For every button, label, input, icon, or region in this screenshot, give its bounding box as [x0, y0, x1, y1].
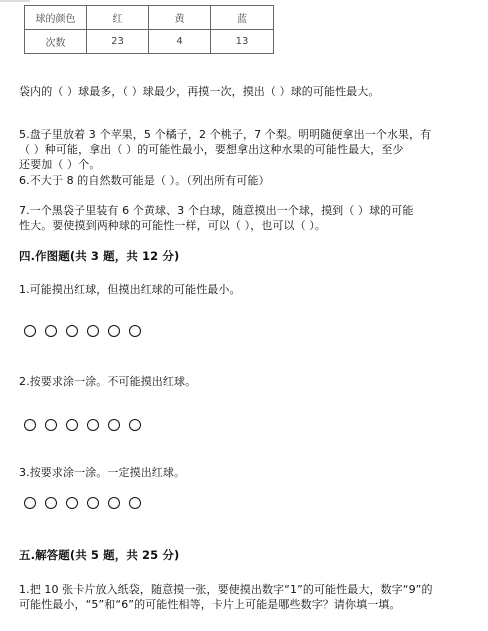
ball-row-3 — [24, 497, 141, 509]
question-6: 6.不大于 8 的自然数可能是（ ）。（列出所有可能） — [19, 174, 270, 187]
ball-circle[interactable] — [66, 325, 78, 337]
ball-circle[interactable] — [108, 325, 120, 337]
result-table — [24, 5, 274, 54]
ball-circle[interactable] — [24, 325, 36, 337]
table-row — [25, 30, 274, 54]
table-cell: 黄 — [149, 6, 211, 30]
ball-circle[interactable] — [45, 497, 57, 509]
ball-circle[interactable] — [108, 497, 120, 509]
page-corner-mark — [0, 0, 30, 2]
ball-row-2 — [24, 419, 141, 431]
section-4-heading: 四.作图题(共 3 题，共 12 分) — [19, 249, 180, 263]
ball-circle[interactable] — [45, 325, 57, 337]
question-7-line2: 性大。要使摸到两种球的可能性一样，可以（ ），也可以（ ）。 — [19, 219, 326, 232]
table-row — [25, 6, 274, 30]
table-cell: 4 — [149, 30, 211, 54]
answer-question-1-line1: 1.把 10 张卡片放入纸袋，随意摸一张，要使摸出数字“1”的可能性最大，数字“9”的 — [19, 583, 433, 596]
table-cell: 13 — [211, 30, 274, 54]
drawing-question-2: 2.按要求涂一涂。不可能摸出红球。 — [19, 375, 197, 388]
ball-circle[interactable] — [87, 325, 99, 337]
question-5-line1: 5.盘子里放着 3 个苹果，5 个橘子，2 个桃子，7 个梨。明明随便拿出一个水果，有 — [19, 128, 432, 141]
ball-circle[interactable] — [108, 419, 120, 431]
question-7-line1: 7.一个黑袋子里装有 6 个黄球、3 个白球，随意摸出一个球，摸到（ ）球的可能 — [19, 204, 414, 217]
table-cell: 次数 — [25, 30, 87, 54]
table-cell: 蓝 — [211, 6, 274, 30]
ball-circle[interactable] — [129, 497, 141, 509]
question-5-line3: 还要加（ ）个。 — [19, 158, 101, 171]
question-5-line2: （ ）种可能，拿出（ ）的可能性最小，要想拿出这种水果的可能性最大，至少 — [19, 143, 404, 156]
drawing-question-3: 3.按要求涂一涂。一定摸出红球。 — [19, 466, 186, 479]
ball-circle[interactable] — [129, 419, 141, 431]
ball-circle[interactable] — [24, 497, 36, 509]
answer-question-1-line2: 可能性最小，“5”和“6”的可能性相等，卡片上可能是哪些数字？请你填一填。 — [19, 598, 401, 611]
table-cell: 球的颜色 — [25, 6, 87, 30]
table-cell: 23 — [87, 30, 149, 54]
ball-circle[interactable] — [87, 419, 99, 431]
ball-circle[interactable] — [24, 419, 36, 431]
ball-circle[interactable] — [45, 419, 57, 431]
ball-circle[interactable] — [66, 497, 78, 509]
ball-row-1 — [24, 325, 141, 337]
ball-circle[interactable] — [87, 497, 99, 509]
question-bag-result: 袋内的（ ）球最多，（ ）球最少，再摸一次，摸出（ ）球的可能性最大。 — [19, 85, 380, 98]
ball-circle[interactable] — [129, 325, 141, 337]
ball-circle[interactable] — [66, 419, 78, 431]
section-5-heading: 五.解答题(共 5 题，共 25 分) — [19, 548, 180, 562]
table-cell: 红 — [87, 6, 149, 30]
drawing-question-1: 1.可能摸出红球，但摸出红球的可能性最小。 — [19, 283, 241, 296]
